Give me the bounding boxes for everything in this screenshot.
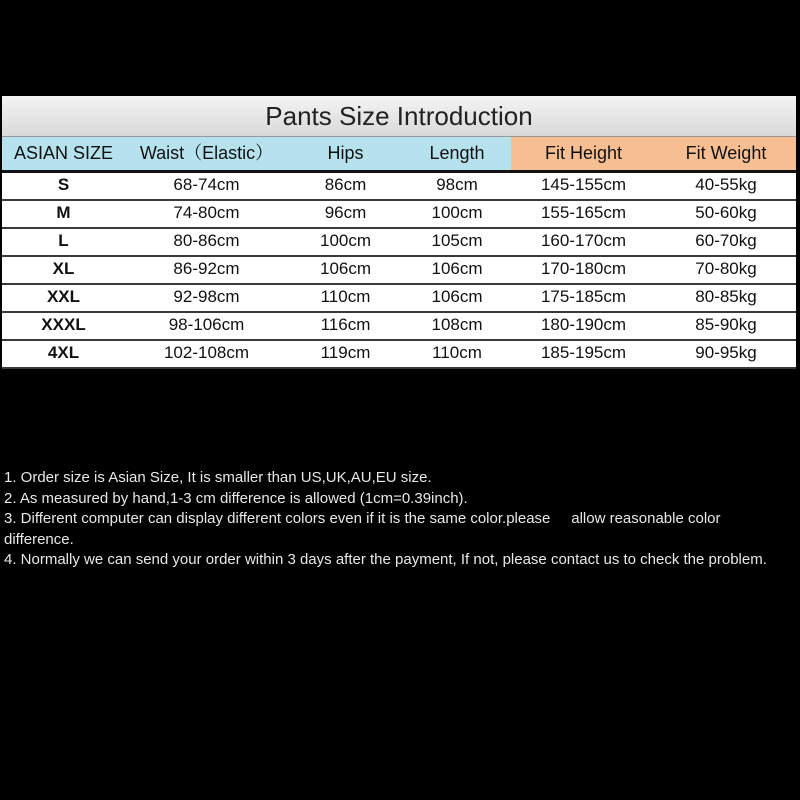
note-3: 3. Different computer can display different colors even if it is the same color.please allow reasonable color difference. xyxy=(4,510,721,548)
header-waist: Waist（Elastic） xyxy=(125,137,288,170)
cell-length: 108cm xyxy=(431,315,483,334)
cell-fit-weight: 50-60kg xyxy=(695,203,757,222)
header-row xyxy=(2,137,796,170)
cell-fit-weight: 40-55kg xyxy=(695,175,757,194)
header-asian-size: ASIAN SIZE xyxy=(2,137,125,170)
cell-hips: 106cm xyxy=(319,259,372,278)
table-row xyxy=(2,341,796,369)
cell-size: 4XL xyxy=(47,343,80,362)
table-row xyxy=(2,229,796,257)
cell-size: S xyxy=(57,175,70,194)
cell-fit-weight: 70-80kg xyxy=(695,259,757,278)
cell-size: XL xyxy=(52,259,75,278)
cell-size: XXXL xyxy=(41,315,86,334)
chart-title: Pants Size Introduction xyxy=(2,96,796,137)
cell-fit-height: 180-190cm xyxy=(540,315,627,334)
cell-hips: 119cm xyxy=(320,343,371,362)
header-hips: Hips xyxy=(288,137,403,170)
cell-fit-weight: 60-70kg xyxy=(695,231,757,250)
header-fit-height: Fit Height xyxy=(511,137,656,170)
cell-hips: 86cm xyxy=(324,175,367,194)
note-4: 4. Normally we can send your order within 3 days after the payment, If not, please contact us to check the problem. xyxy=(4,551,767,568)
cell-hips: 100cm xyxy=(319,231,372,250)
cell-length: 100cm xyxy=(431,203,483,222)
cell-length: 106cm xyxy=(431,259,483,278)
cell-length: 98cm xyxy=(436,175,478,194)
cell-fit-weight: 90-95kg xyxy=(695,343,757,362)
cell-fit-height: 170-180cm xyxy=(540,259,627,278)
note-2: 2. As measured by hand,1-3 cm difference is allowed (1cm=0.39inch). xyxy=(4,489,468,507)
cell-waist: 68-74cm xyxy=(173,175,240,194)
header-length: Length xyxy=(403,137,511,170)
header-fit-weight: Fit Weight xyxy=(656,137,796,170)
cell-fit-weight: 85-90kg xyxy=(695,315,757,334)
table-row xyxy=(2,257,796,285)
cell-fit-height: 155-165cm xyxy=(540,203,627,222)
cell-fit-height: 145-155cm xyxy=(540,175,627,194)
note-1: 1. Order size is Asian Size, It is smaller than US,UK,AU,EU size. xyxy=(4,469,432,486)
notes xyxy=(4,468,794,571)
cell-hips: 96cm xyxy=(324,203,367,222)
table-row xyxy=(2,170,796,201)
cell-fit-height: 175-185cm xyxy=(540,287,627,306)
cell-length: 105cm xyxy=(431,231,483,250)
cell-waist: 74-80cm xyxy=(173,203,240,222)
table-row xyxy=(2,201,796,229)
cell-waist: 86-92cm xyxy=(173,259,240,278)
cell-length: 110cm xyxy=(432,343,482,362)
table-row xyxy=(2,285,796,313)
size-chart xyxy=(2,96,796,369)
cell-size: L xyxy=(58,231,69,250)
cell-fit-height: 160-170cm xyxy=(540,231,627,250)
cell-hips: 116cm xyxy=(320,315,371,334)
cell-length: 106cm xyxy=(431,287,483,306)
cell-waist: 92-98cm xyxy=(173,287,240,306)
cell-size: M xyxy=(56,203,71,222)
cell-fit-height: 185-195cm xyxy=(540,343,627,362)
cell-hips: 110cm xyxy=(320,287,371,306)
cell-fit-weight: 80-85kg xyxy=(695,287,757,306)
cell-waist: 80-86cm xyxy=(173,231,240,250)
cell-waist: 98-106cm xyxy=(168,315,245,334)
table-row xyxy=(2,313,796,341)
table-body xyxy=(2,170,796,369)
cell-size: XXL xyxy=(46,287,81,306)
cell-waist: 102-108cm xyxy=(163,343,250,362)
